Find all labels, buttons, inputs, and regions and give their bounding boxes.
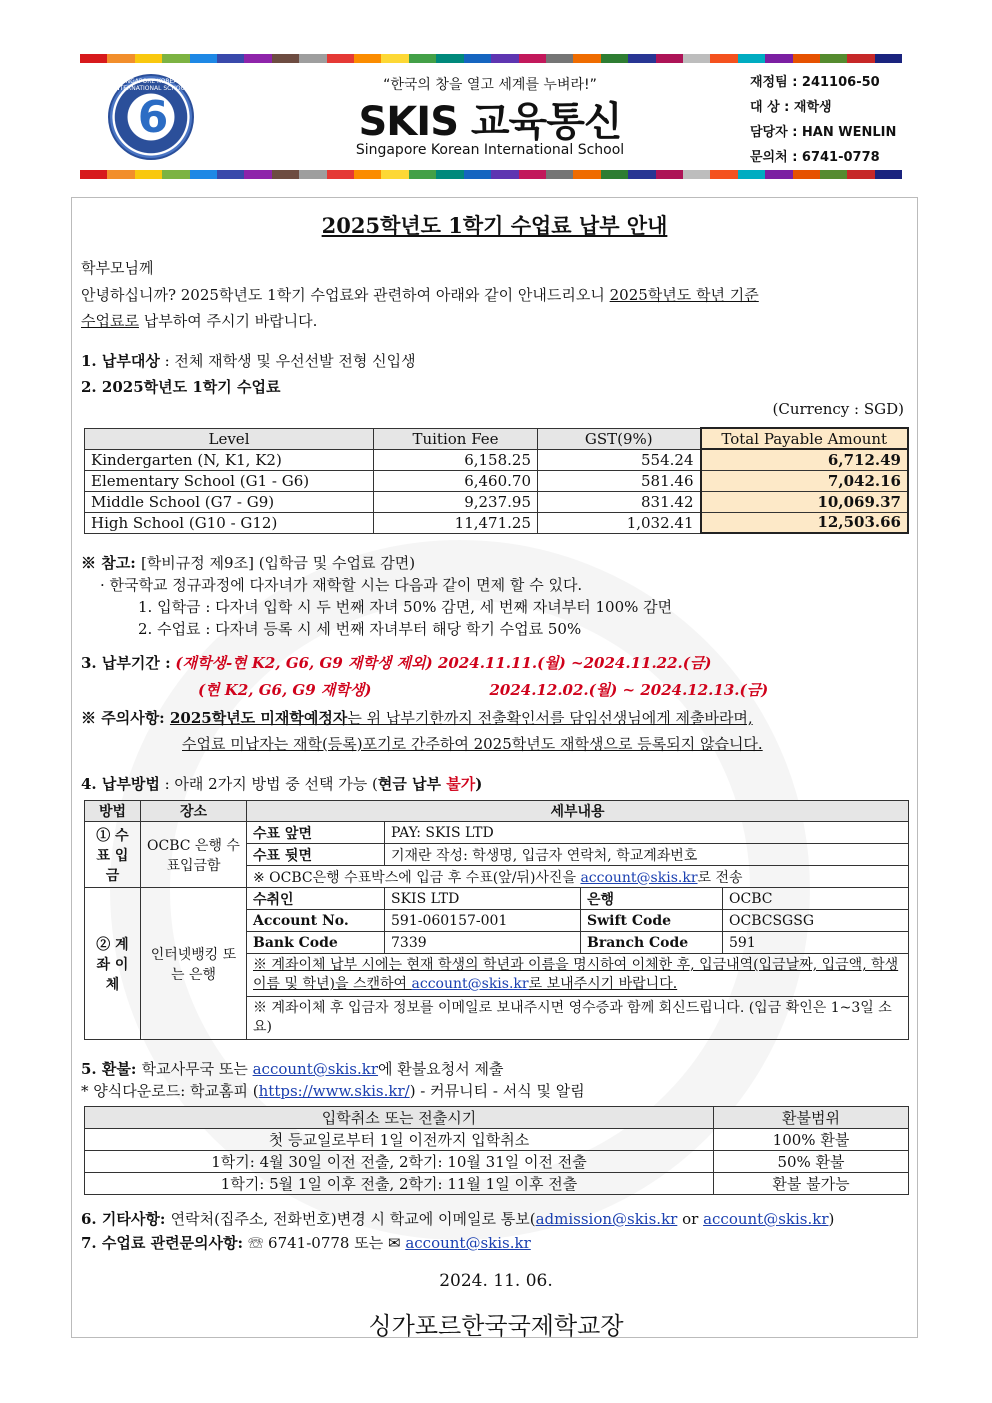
- section-5: 5. 환불: 학교사무국 또는 account@skis.kr에 환불요청서 제출: [81, 1060, 504, 1078]
- email-link[interactable]: account@skis.kr: [411, 976, 529, 992]
- email-link[interactable]: account@skis.kr: [252, 1060, 379, 1078]
- table-header-row: [85, 428, 909, 449]
- stripe-segment: [601, 170, 628, 179]
- newsletter-title: SKIS 교육통신: [358, 99, 622, 145]
- stripe-segment: [244, 170, 271, 179]
- table-row: [85, 822, 909, 844]
- cell-level: Middle School (G7 - G9): [85, 491, 374, 512]
- stripe-segment: [656, 170, 683, 179]
- cell-total: 10,069.37: [701, 491, 909, 512]
- stripe-segment: [765, 170, 792, 179]
- stripe-segment: [820, 170, 847, 179]
- slogan: “한국의 창을 열고 세계를 누벼라!”: [383, 77, 597, 93]
- table-row: [85, 888, 909, 910]
- cell-total: 12,503.66: [701, 512, 909, 533]
- stripe-segment: [217, 170, 244, 179]
- swift-value: OCBCSGSG: [723, 910, 909, 932]
- greeting: 학부모님께: [81, 259, 154, 277]
- table-row: [85, 1151, 909, 1173]
- download-line: * 양식다운로드: 학교홈피 (https://www.skis.kr/) - 커뮤니티 - 서식 및 알림: [81, 1082, 585, 1100]
- stripe-segment: [793, 170, 820, 179]
- stripe-segment: [190, 170, 217, 179]
- stripe-segment: [847, 170, 874, 179]
- col-gst: GST(9%): [538, 428, 701, 449]
- stripe-segment: [656, 54, 683, 63]
- note-reference: ※ 참고: [학비규정 제9조] (입학금 및 수업료 감면): [81, 554, 416, 572]
- caution-line-1: ※ 주의사항: 2025학년도 미재학예정자는 위 납부기한까지 전출확인서를 담임선생님에게 제출바라며,: [81, 709, 753, 727]
- period-line-1: 3. 납부기간 : (재학생-현 K2, G6, G9 재학생 제외) 2024.11.11.(월) ~2024.11.22.(금): [81, 654, 712, 672]
- stripe-segment: [162, 54, 189, 63]
- stripe-segment: [272, 54, 299, 63]
- col-method: 방법: [85, 801, 141, 822]
- cell-total: 7,042.16: [701, 470, 909, 491]
- payee-label: 수취인: [247, 888, 385, 910]
- transfer-note-1: ※ 계좌이체 납부 시에는 현재 학생의 학년과 이름을 명시하여 이체한 후, 입금내역(입금날짜, 입금액, 학생이름 및 학년)을 스캔하여 account@skis.kr로 보내주시기 바랍니다.: [247, 954, 909, 997]
- cell-refund: 50% 환불: [714, 1151, 909, 1173]
- col-detail: 세부내용: [247, 801, 909, 822]
- table-row: [85, 491, 909, 512]
- col-refund-range: 환불범위: [714, 1107, 909, 1129]
- cell-gst: 554.24: [538, 449, 701, 470]
- stripe-segment: [327, 54, 354, 63]
- cell-level: Kindergarten (N, K1, K2): [85, 449, 374, 470]
- stripe-segment: [80, 170, 107, 179]
- logo-emblem-icon: 6: [137, 92, 169, 143]
- table-header-row: [85, 1107, 909, 1129]
- document-meta: [750, 70, 896, 170]
- cell-level: High School (G10 - G12): [85, 512, 374, 533]
- header-stripe-top: [80, 54, 902, 63]
- section-1: 1. 납부대상 : 전체 재학생 및 우선선발 전형 신입생: [81, 352, 416, 370]
- col-timing: 입학취소 또는 전출시기: [85, 1107, 714, 1129]
- header-stripe-bottom: [80, 170, 902, 179]
- note-line-4: 2. 수업료 : 다자녀 등록 시 세 번째 자녀부터 해당 학기 수업료 50%: [138, 620, 582, 638]
- cheque-note: ※ OCBC은행 수표박스에 입금 후 수표(앞/뒤)사진을 account@skis.kr로 전송: [247, 866, 909, 888]
- stripe-segment: [436, 54, 463, 63]
- bank-value: OCBC: [723, 888, 909, 910]
- cheque-back-label: 수표 뒷면: [247, 844, 385, 866]
- branch-label: Branch Code: [581, 932, 723, 954]
- logo-text: SINGAPORE KOREAN INTERNATIONAL SCHOOL: [113, 78, 189, 92]
- cheque-method: ① 수표 입금: [85, 822, 141, 888]
- stripe-segment: [381, 54, 408, 63]
- intro-line-2: 수업료로 납부하여 주시기 바랍니다.: [81, 312, 318, 330]
- intro-line-1: 안녕하십니까? 2025학년도 1학기 수업료와 관련하여 아래와 같이 안내드리오니 2025학년도 학년 기준: [81, 286, 759, 304]
- stripe-segment: [683, 54, 710, 63]
- stripe-segment: [464, 170, 491, 179]
- stripe-segment: [217, 54, 244, 63]
- caution-line-2: 수업료 미납자는 재학(등록)포기로 간주하여 2025학년도 재학생으로 등록되지 않습니다.: [182, 735, 763, 753]
- cell-gst: 1,032.41: [538, 512, 701, 533]
- document-title: 2025학년도 1학기 수업료 납부 안내: [321, 213, 668, 238]
- transfer-method: ② 계좌 이체: [85, 888, 141, 1040]
- school-name-english: Singapore Korean International School: [355, 142, 625, 158]
- stripe-segment: [519, 170, 546, 179]
- stripe-segment: [738, 170, 765, 179]
- stripe-segment: [409, 170, 436, 179]
- meta-contact: 문의처 : 6741-0778: [750, 150, 880, 165]
- period-line-2: (현 K2, G6, G9 재학생) 2024.12.02.(월) ~ 2024.12.13.(금): [198, 681, 769, 699]
- cell-tuition: 6,158.25: [374, 449, 538, 470]
- cheque-front-value: PAY: SKIS LTD: [385, 822, 909, 844]
- meta-manager: 담당자 : HAN WENLIN: [750, 125, 897, 140]
- stripe-segment: [354, 54, 381, 63]
- cell-gst: 581.46: [538, 470, 701, 491]
- email-link[interactable]: account@skis.kr: [580, 869, 698, 886]
- currency-note: (Currency : SGD): [772, 400, 904, 418]
- stripe-segment: [80, 54, 107, 63]
- stripe-segment: [793, 54, 820, 63]
- stripe-segment: [299, 170, 326, 179]
- account-value: 591-060157-001: [385, 910, 581, 932]
- section-7: 7. 수업료 관련문의사항: ☏ 6741-0778 또는 ✉ account@skis.kr: [81, 1234, 531, 1252]
- cell-refund: 100% 환불: [714, 1129, 909, 1151]
- stripe-segment: [546, 54, 573, 63]
- note-line-2: · 한국학교 정규과정에 다자녀가 재학할 시는 다음과 같이 면제 할 수 있다.: [100, 576, 583, 594]
- table-header-row: [85, 801, 909, 822]
- cell-timing: 첫 등교일로부터 1일 이전까지 입학취소: [85, 1129, 714, 1151]
- section-2-title: 2. 2025학년도 1학기 수업료: [81, 378, 281, 396]
- table-row: [85, 512, 909, 533]
- cell-level: Elementary School (G1 - G6): [85, 470, 374, 491]
- cell-timing: 1학기: 4월 30일 이전 전출, 2학기: 10월 31일 이전 전출: [85, 1151, 714, 1173]
- meta-target: 대 상 : 재학생: [750, 100, 832, 115]
- refund-table: [84, 1106, 909, 1195]
- col-level: Level: [85, 428, 374, 449]
- website-link[interactable]: https://www.skis.kr/: [258, 1082, 410, 1100]
- email-link[interactable]: account@skis.kr: [405, 1234, 531, 1252]
- cell-tuition: 11,471.25: [374, 512, 538, 533]
- col-total: Total Payable Amount: [701, 428, 909, 449]
- stripe-segment: [875, 54, 902, 63]
- cheque-place: OCBC 은행 수표입금함: [141, 822, 247, 888]
- stripe-segment: [601, 54, 628, 63]
- section-6: 6. 기타사항: 연락처(집주소, 전화번호)변경 시 학교에 이메일로 통보(admission@skis.kr or account@skis.kr): [81, 1210, 835, 1228]
- email-link[interactable]: admission@skis.kr: [535, 1210, 678, 1228]
- stripe-segment: [107, 170, 134, 179]
- note-line-3: 1. 입학금 : 다자녀 입학 시 두 번째 자녀 50% 감면, 세 번째 자녀부터 100% 감면: [138, 598, 673, 616]
- cell-tuition: 6,460.70: [374, 470, 538, 491]
- cell-refund: 환불 불가능: [714, 1173, 909, 1195]
- payee-value: SKIS LTD: [385, 888, 581, 910]
- stripe-segment: [628, 170, 655, 179]
- stripe-segment: [135, 54, 162, 63]
- stripe-segment: [738, 54, 765, 63]
- cheque-back-value: 기재란 작성: 학생명, 입금자 연락처, 학교계좌번호: [385, 844, 909, 866]
- stripe-segment: [436, 170, 463, 179]
- cheque-front-label: 수표 앞면: [247, 822, 385, 844]
- stripe-segment: [847, 54, 874, 63]
- cell-gst: 831.42: [538, 491, 701, 512]
- stripe-segment: [299, 54, 326, 63]
- transfer-note-2: ※ 계좌이체 후 입금자 정보를 이메일로 보내주시면 영수증과 함께 회신드립니다. (입금 확인은 1~3일 소요): [247, 997, 909, 1040]
- stripe-segment: [546, 170, 573, 179]
- stripe-segment: [519, 54, 546, 63]
- swift-label: Swift Code: [581, 910, 723, 932]
- stripe-segment: [710, 54, 737, 63]
- cell-tuition: 9,237.95: [374, 491, 538, 512]
- col-place: 장소: [141, 801, 247, 822]
- account-label: Account No.: [247, 910, 385, 932]
- stripe-segment: [162, 170, 189, 179]
- stripe-segment: [820, 54, 847, 63]
- table-row: [85, 470, 909, 491]
- stripe-segment: [464, 54, 491, 63]
- stripe-segment: [573, 54, 600, 63]
- email-link[interactable]: account@skis.kr: [703, 1210, 829, 1228]
- stripe-segment: [573, 170, 600, 179]
- table-row: [85, 1129, 909, 1151]
- cell-timing: 1학기: 5월 1일 이후 전출, 2학기: 11월 1일 이후 전출: [85, 1173, 714, 1195]
- stripe-segment: [190, 54, 217, 63]
- stripe-segment: [409, 54, 436, 63]
- stripe-segment: [683, 170, 710, 179]
- table-row: [85, 1173, 909, 1195]
- bank-label: 은행: [581, 888, 723, 910]
- table-row: [85, 449, 909, 470]
- stripe-segment: [491, 170, 518, 179]
- stripe-segment: [327, 170, 354, 179]
- principal-signature: 싱가포르한국국제학교장: [368, 1312, 624, 1340]
- stripe-segment: [710, 170, 737, 179]
- stripe-segment: [354, 170, 381, 179]
- stripe-segment: [381, 170, 408, 179]
- cell-total: 6,712.49: [701, 449, 909, 470]
- tuition-fee-table: [84, 427, 909, 534]
- bankcode-label: Bank Code: [247, 932, 385, 954]
- stripe-segment: [875, 170, 902, 179]
- stripe-segment: [628, 54, 655, 63]
- meta-doc-number: 재정팀 : 241106-50: [750, 75, 880, 90]
- stripe-segment: [491, 54, 518, 63]
- branch-value: 591: [723, 932, 909, 954]
- stripe-segment: [272, 170, 299, 179]
- school-logo: [108, 74, 194, 160]
- issue-date: 2024. 11. 06.: [439, 1271, 553, 1291]
- stripe-segment: [107, 54, 134, 63]
- stripe-segment: [244, 54, 271, 63]
- bankcode-value: 7339: [385, 932, 581, 954]
- payment-method-table: [84, 800, 909, 1040]
- transfer-place: 인터넷뱅킹 또는 은행: [141, 888, 247, 1040]
- col-tuition: Tuition Fee: [374, 428, 538, 449]
- stripe-segment: [135, 170, 162, 179]
- stripe-segment: [765, 54, 792, 63]
- section-4-title: 4. 납부방법 : 아래 2가지 방법 중 선택 가능 (현금 납부 불가): [81, 775, 483, 793]
